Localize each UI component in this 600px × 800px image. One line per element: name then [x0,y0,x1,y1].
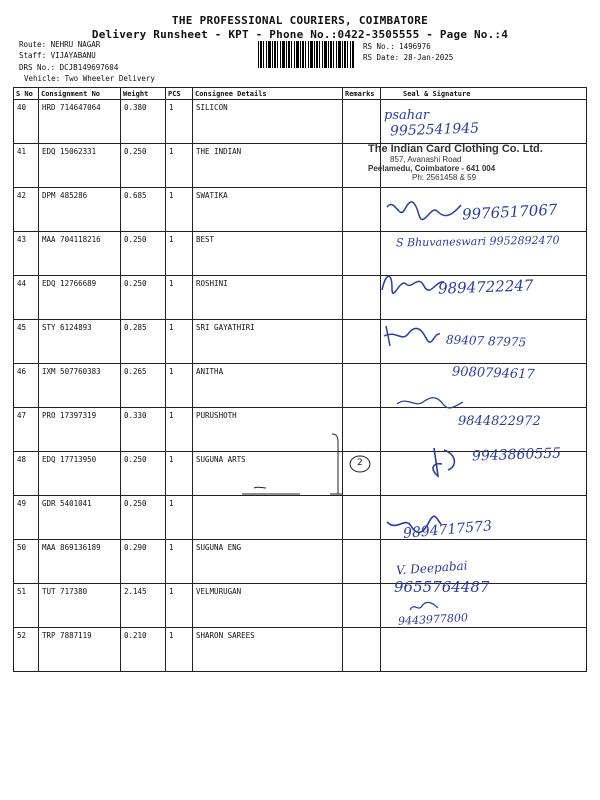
cell-consignee: SWATIKA [193,188,343,232]
cell-pcs: 1 [166,144,193,188]
cell-sno: 46 [14,364,39,408]
cell-sno: 50 [14,540,39,584]
cell-pcs: 1 [166,584,193,628]
cell-remarks [343,232,381,276]
cell-signature [381,496,587,540]
table-row [14,100,587,144]
cell-pcs: 1 [166,232,193,276]
cell-remarks [343,496,381,540]
table-row [14,364,587,408]
cell-weight: 0.250 [121,276,166,320]
cell-sno: 52 [14,628,39,672]
cell-consignee: BEST [193,232,343,276]
cell-weight: 0.265 [121,364,166,408]
cell-remarks [343,452,381,496]
table-row [14,408,587,452]
handwritten-phone-51: 9655764487 [394,578,490,596]
cell-pcs: 1 [166,408,193,452]
table-row [14,320,587,364]
cell-sno: 45 [14,320,39,364]
cell-consignee: THE INDIAN [193,144,343,188]
cell-consignment: DPM 485286 [39,188,121,232]
cell-sno: 42 [14,188,39,232]
handwritten-name-40: psahar [384,108,430,123]
runsheet-table [13,87,587,672]
cell-pcs: 1 [166,276,193,320]
cell-consignee: SILICON [193,100,343,144]
handwritten-phone-52: 9443977800 [397,611,469,628]
cell-signature [381,144,587,188]
cell-sno: 44 [14,276,39,320]
cell-remarks [343,364,381,408]
table-row [14,188,587,232]
cell-remarks [343,408,381,452]
table-row [14,232,587,276]
table-row [14,496,587,540]
cell-sno: 51 [14,584,39,628]
cell-consignee: SRI GAYATHIRI [193,320,343,364]
cell-consignment: STY 6124893 [39,320,121,364]
cell-consignee: SUGUNA ARTS [193,452,343,496]
remarks-circled-number-49: 2 [357,458,363,468]
cell-weight: 0.290 [121,540,166,584]
rs-number: RS No.: 1496976 [363,42,431,51]
cell-signature [381,628,587,672]
header-consignee: Consignee Details [193,88,343,100]
barcode [258,41,354,68]
cell-consignee: PURUSHOTH [193,408,343,452]
cell-weight: 2.145 [121,584,166,628]
table-row [14,276,587,320]
table-row [14,584,587,628]
cell-remarks [343,628,381,672]
cell-consignment: EDQ 15062331 [39,144,121,188]
cell-weight: 0.250 [121,144,166,188]
cell-signature [381,276,587,320]
handwritten-phone-43: 9976517067 [461,200,558,224]
table-header-row [14,88,587,100]
handwritten-phone-50: 9894717573 [402,518,493,542]
cell-pcs: 1 [166,100,193,144]
cell-weight: 0.685 [121,188,166,232]
cell-consignment: EDQ 12766689 [39,276,121,320]
cell-sno: 49 [14,496,39,540]
cell-signature [381,320,587,364]
cell-pcs: 1 [166,320,193,364]
header-remarks: Remarks [343,88,381,100]
cell-weight: 0.250 [121,496,166,540]
header-pcs: PCS [166,88,193,100]
cell-pcs: 1 [166,364,193,408]
table-row [14,628,587,672]
cell-consignment: PRO 17397319 [39,408,121,452]
vehicle-label: Vehicle: Two Wheeler Delivery [24,74,155,83]
handwritten-phone-47: 9844822972 [458,414,541,429]
header-signature: Seal & Signature [381,88,587,100]
cell-sno: 48 [14,452,39,496]
cell-sno: 47 [14,408,39,452]
route-label: Route: NEHRU NAGAR [19,40,101,49]
cell-consignee: SUGUNA ENG [193,540,343,584]
cell-signature [381,232,587,276]
cell-remarks [343,144,381,188]
header-sno: S No [14,88,39,100]
cell-remarks [343,100,381,144]
cell-weight: 0.380 [121,100,166,144]
stamp-city: Peelamedu, Coimbatore - 641 004 [368,164,496,173]
stamp-company-name: The Indian Card Clothing Co. Ltd. [368,143,543,155]
handwritten-phone-48: 9943860555 [471,445,562,465]
cell-signature [381,452,587,496]
handwritten-name-51: V. Deepabai [395,558,468,578]
cell-consignee: ANITHA [193,364,343,408]
cell-consignment: IXM 507760383 [39,364,121,408]
cell-consignee: SHARON SAREES [193,628,343,672]
cell-consignee [193,496,343,540]
header-consignment: Consignment No [39,88,121,100]
table-body [14,100,587,672]
cell-pcs: 1 [166,496,193,540]
cell-consignment: TRP 7887119 [39,628,121,672]
table-row [14,144,587,188]
header-weight: Weight [121,88,166,100]
cell-sno: 40 [14,100,39,144]
handwritten-phone-46a: 89407 87975 [445,332,527,350]
cell-sno: 43 [14,232,39,276]
handwritten-phone-44: 9894722247 [437,276,534,298]
handwritten-phone-40: 9952541945 [389,120,480,140]
cell-remarks [343,584,381,628]
rs-date: RS Date: 28-Jan-2025 [363,53,454,62]
staff-label: Staff: VIJAYABANU [19,51,96,60]
cell-consignment: HRD 714647064 [39,100,121,144]
cell-weight: 0.250 [121,452,166,496]
cell-consignment: MAA 704118216 [39,232,121,276]
table-row [14,452,587,496]
cell-remarks [343,276,381,320]
cell-pcs: 1 [166,540,193,584]
table-row [14,540,587,584]
cell-consignment: GDR 5401041 [39,496,121,540]
cell-remarks [343,320,381,364]
cell-weight: 0.250 [121,232,166,276]
cell-consignment: EDQ 17713950 [39,452,121,496]
cell-consignee: ROSHINI [193,276,343,320]
cell-pcs: 1 [166,452,193,496]
runsheet-subtitle: Delivery Runsheet - KPT - Phone No.:0422-3505555 - Page No.:4 [91,28,509,41]
cell-remarks [343,540,381,584]
cell-weight: 0.210 [121,628,166,672]
cell-weight: 0.285 [121,320,166,364]
handwritten-name-phone-44: S Bhuvaneswari 9952892470 [395,233,560,250]
cell-consignment: MAA 869136189 [39,540,121,584]
cell-weight: 0.330 [121,408,166,452]
handwritten-phone-46b: 9080794617 [451,364,535,383]
stamp-address: 857, Avanashi Road [390,155,462,164]
cell-consignment: TUT 717380 [39,584,121,628]
cell-signature [381,364,587,408]
cell-signature [381,540,587,584]
page-title: THE PROFESSIONAL COURIERS, COIMBATORE [171,14,429,27]
cell-signature [381,188,587,232]
cell-pcs: 1 [166,628,193,672]
cell-signature [381,408,587,452]
cell-consignee: VELMURUGAN [193,584,343,628]
cell-sno: 41 [14,144,39,188]
cell-signature [381,584,587,628]
drs-number: DRS No.: DCJB149697604 [19,63,119,72]
stamp-phone: Ph: 2561458 & 59 [412,173,477,182]
cell-remarks [343,188,381,232]
cell-signature [381,100,587,144]
cell-pcs: 1 [166,188,193,232]
